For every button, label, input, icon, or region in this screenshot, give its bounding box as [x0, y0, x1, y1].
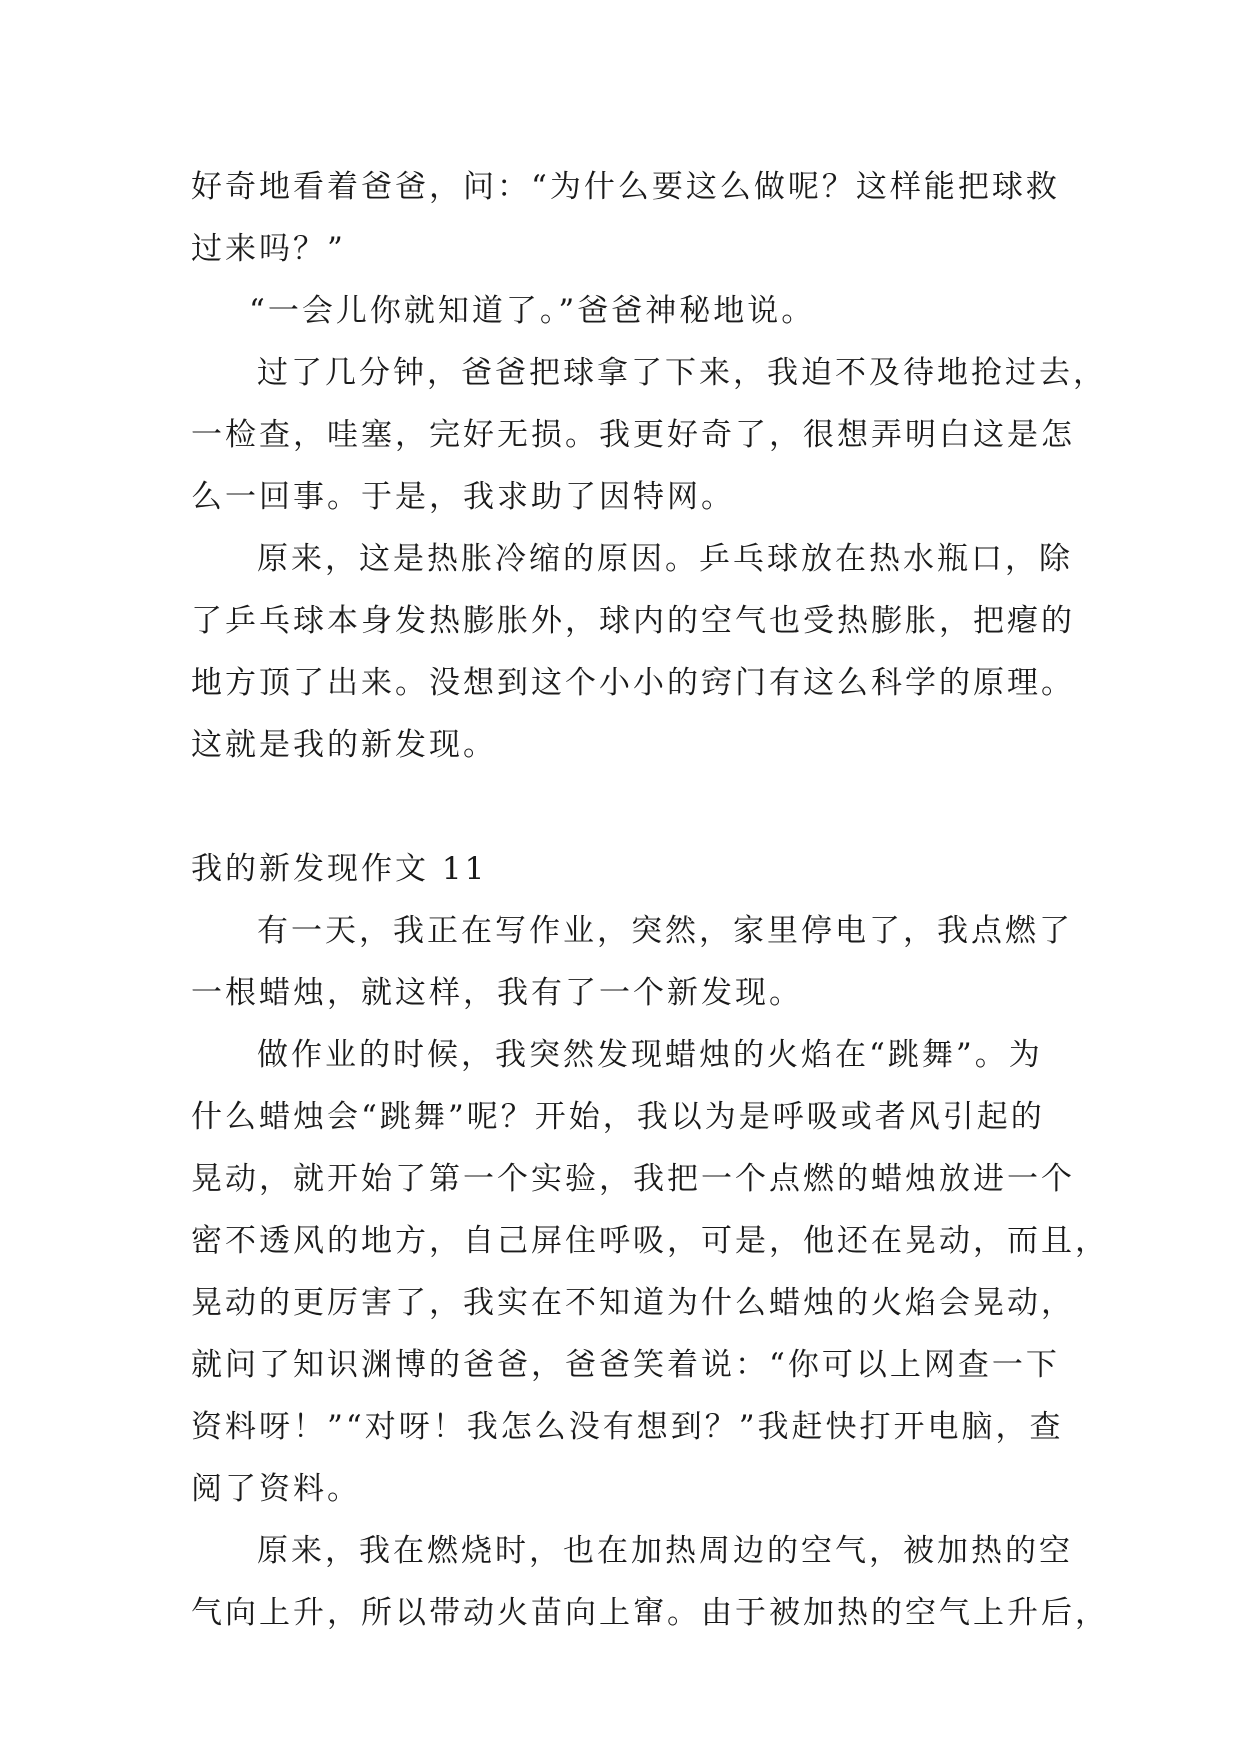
text-line: 这就是我的新发现。 [191, 727, 497, 763]
section-heading: 我的新发现作文 11 [191, 851, 488, 887]
text-line: “一会儿你就知道了。”爸爸神秘地说。 [249, 293, 816, 329]
text-line: 做作业的时候，我突然发现蜡烛的火焰在“跳舞”。为 [257, 1037, 1043, 1073]
text-line: 原来，这是热胀冷缩的原因。乒乓球放在热水瓶口，除 [257, 541, 1073, 577]
document-body [191, 156, 1109, 1644]
text-line: 资料呀！”“对呀！我怎么没有想到？”我赶快打开电脑，查 [191, 1409, 1064, 1445]
text-line: 地方顶了出来。没想到这个小小的窍门有这么科学的原理。 [191, 665, 1075, 701]
text-line: 过了几分钟，爸爸把球拿了下来，我迫不及待地抢过去， [257, 355, 1107, 391]
text-line: 密不透风的地方，自己屏住呼吸，可是，他还在晃动，而且， [191, 1223, 1109, 1259]
text-line: 有一天，我正在写作业，突然，家里停电了，我点燃了 [257, 913, 1073, 949]
text-line: 了乒乓球本身发热膨胀外，球内的空气也受热膨胀，把瘪的 [191, 603, 1075, 639]
text-line: 过来吗？” [191, 231, 346, 267]
text-line: 气向上升，所以带动火苗向上窜。由于被加热的空气上升后， [191, 1595, 1109, 1631]
text-line: 原来，我在燃烧时，也在加热周边的空气，被加热的空 [257, 1533, 1073, 1569]
text-line: 好奇地看着爸爸，问：“为什么要这么做呢？这样能把球救 [191, 169, 1060, 205]
text-line: 一检查，哇塞，完好无损。我更好奇了，很想弄明白这是怎 [191, 417, 1075, 453]
section-spacer [191, 776, 1091, 838]
text-line: 什么蜡烛会“跳舞”呢？开始，我以为是呼吸或者风引起的 [191, 1099, 1045, 1135]
text-line: 就问了知识渊博的爸爸，爸爸笑着说：“你可以上网查一下 [191, 1347, 1060, 1383]
text-line: 晃动的更厉害了，我实在不知道为什么蜡烛的火焰会晃动， [191, 1285, 1075, 1321]
text-line: 阅了资料。 [191, 1471, 361, 1507]
text-line: 一根蜡烛，就这样，我有了一个新发现。 [191, 975, 803, 1011]
text-line: 晃动，就开始了第一个实验，我把一个点燃的蜡烛放进一个 [191, 1161, 1075, 1197]
text-line: 么一回事。于是，我求助了因特网。 [191, 479, 735, 515]
